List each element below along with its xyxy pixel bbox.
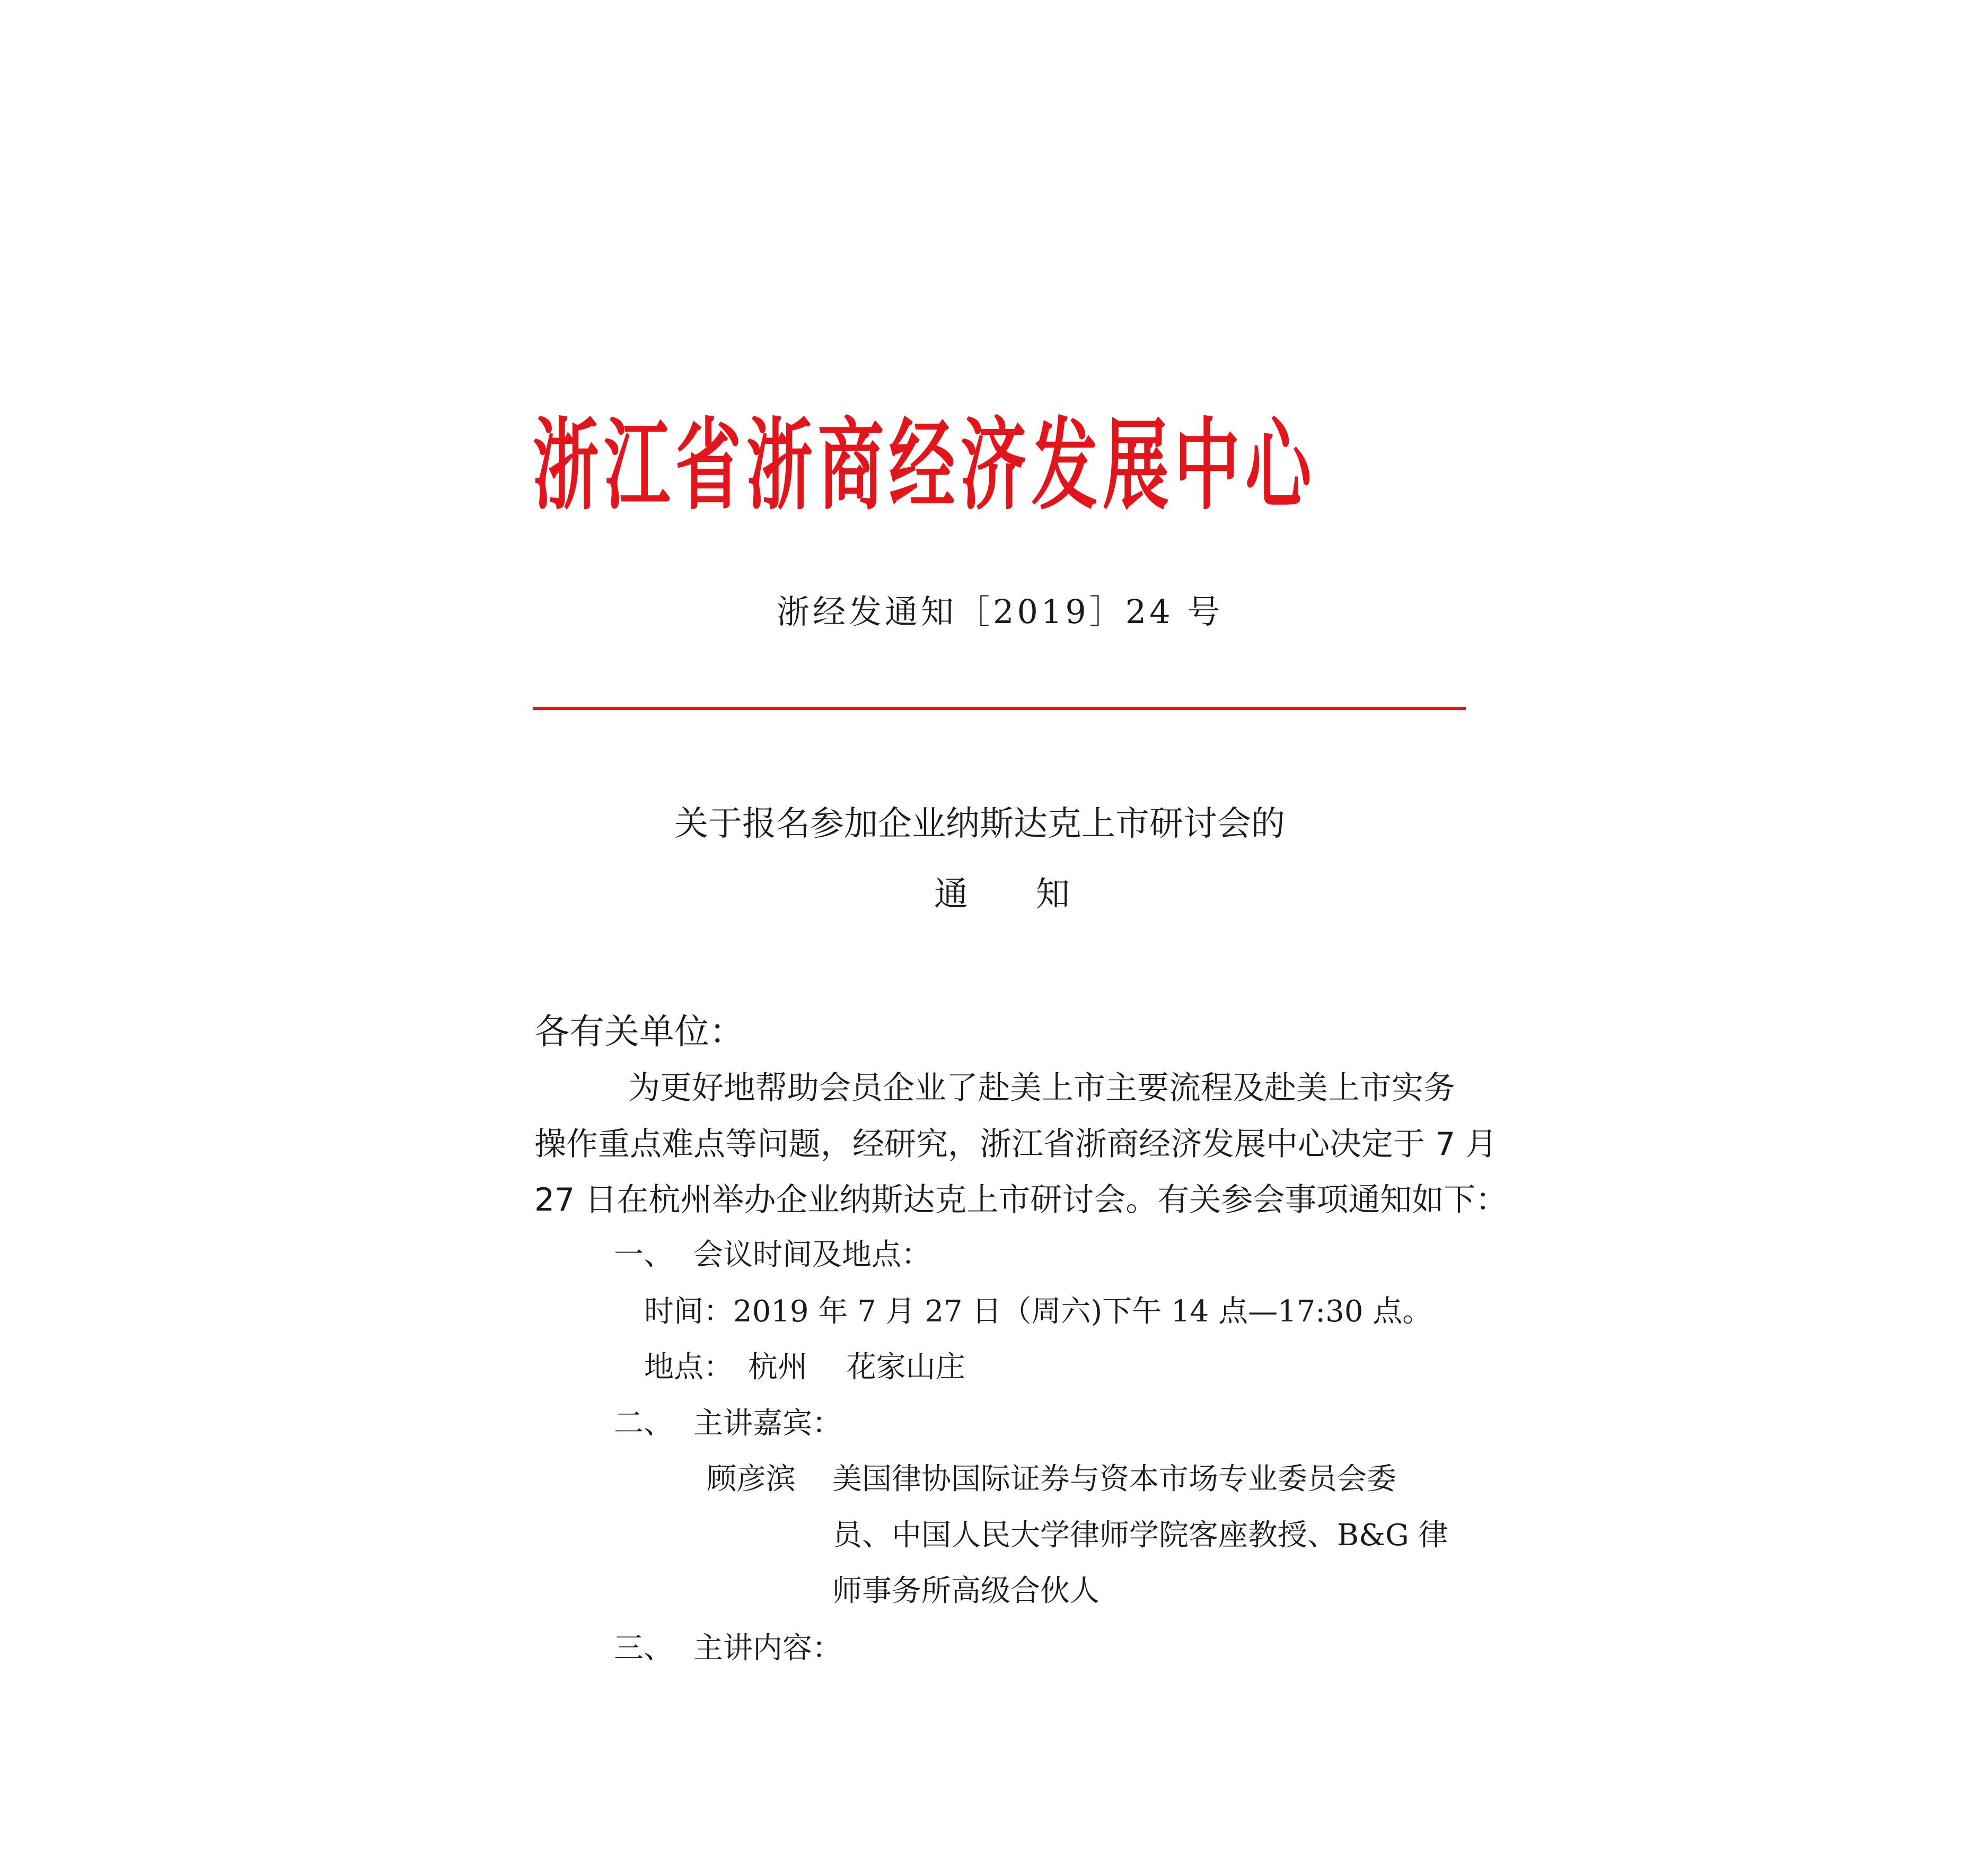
letterhead-divider — [533, 707, 1466, 710]
document-number: 浙经发通知［2019］24 号 — [777, 592, 1224, 631]
intro-paragraph-line-2: 操作重点难点等问题，经研究，浙江省浙商经济发展中心决定于 7 月 — [534, 1126, 1498, 1163]
section-heading-content: 主讲内容： — [693, 1631, 842, 1666]
speaker-bio-line-1: 美国律协国际证券与资本市场专业委员会委 — [832, 1462, 1396, 1496]
section-heading-speaker: 主讲嘉宾： — [693, 1406, 842, 1441]
notice-title-subline: 通 知 — [934, 875, 1070, 914]
meeting-time: 时间：2019 年 7 月 27 日（周六)下午 14 点—17:30 点。 — [644, 1294, 1432, 1329]
salutation: 各有关单位： — [534, 1011, 744, 1052]
section-number-1: 一、 — [614, 1238, 673, 1272]
notice-title: 关于报名参加企业纳斯达克上市研讨会的 — [674, 804, 1285, 844]
intro-paragraph-line-1: 为更好地帮助会员企业了赴美上市主要流程及赴美上市实务 — [628, 1070, 1455, 1107]
letterhead-organization-title: 浙江省浙商经济发展中心 — [533, 408, 1317, 523]
section-heading-meeting-time-place: 会议时间及地点： — [693, 1238, 931, 1272]
intro-paragraph-line-3: 27 日在杭州举办企业纳斯达克上市研讨会。有关参会事项通知如下： — [534, 1181, 1508, 1219]
meeting-place: 地点： 杭州 花家山庄 — [644, 1350, 965, 1385]
speaker-bio-line-3: 师事务所高级合伙人 — [832, 1574, 1099, 1608]
section-number-3: 三、 — [614, 1631, 673, 1666]
section-number-2: 二、 — [614, 1406, 673, 1441]
speaker-bio-line-2: 员、中国人民大学律师学院客座教授、B&G 律 — [832, 1518, 1448, 1553]
speaker-name: 顾彦滨 — [707, 1462, 796, 1496]
